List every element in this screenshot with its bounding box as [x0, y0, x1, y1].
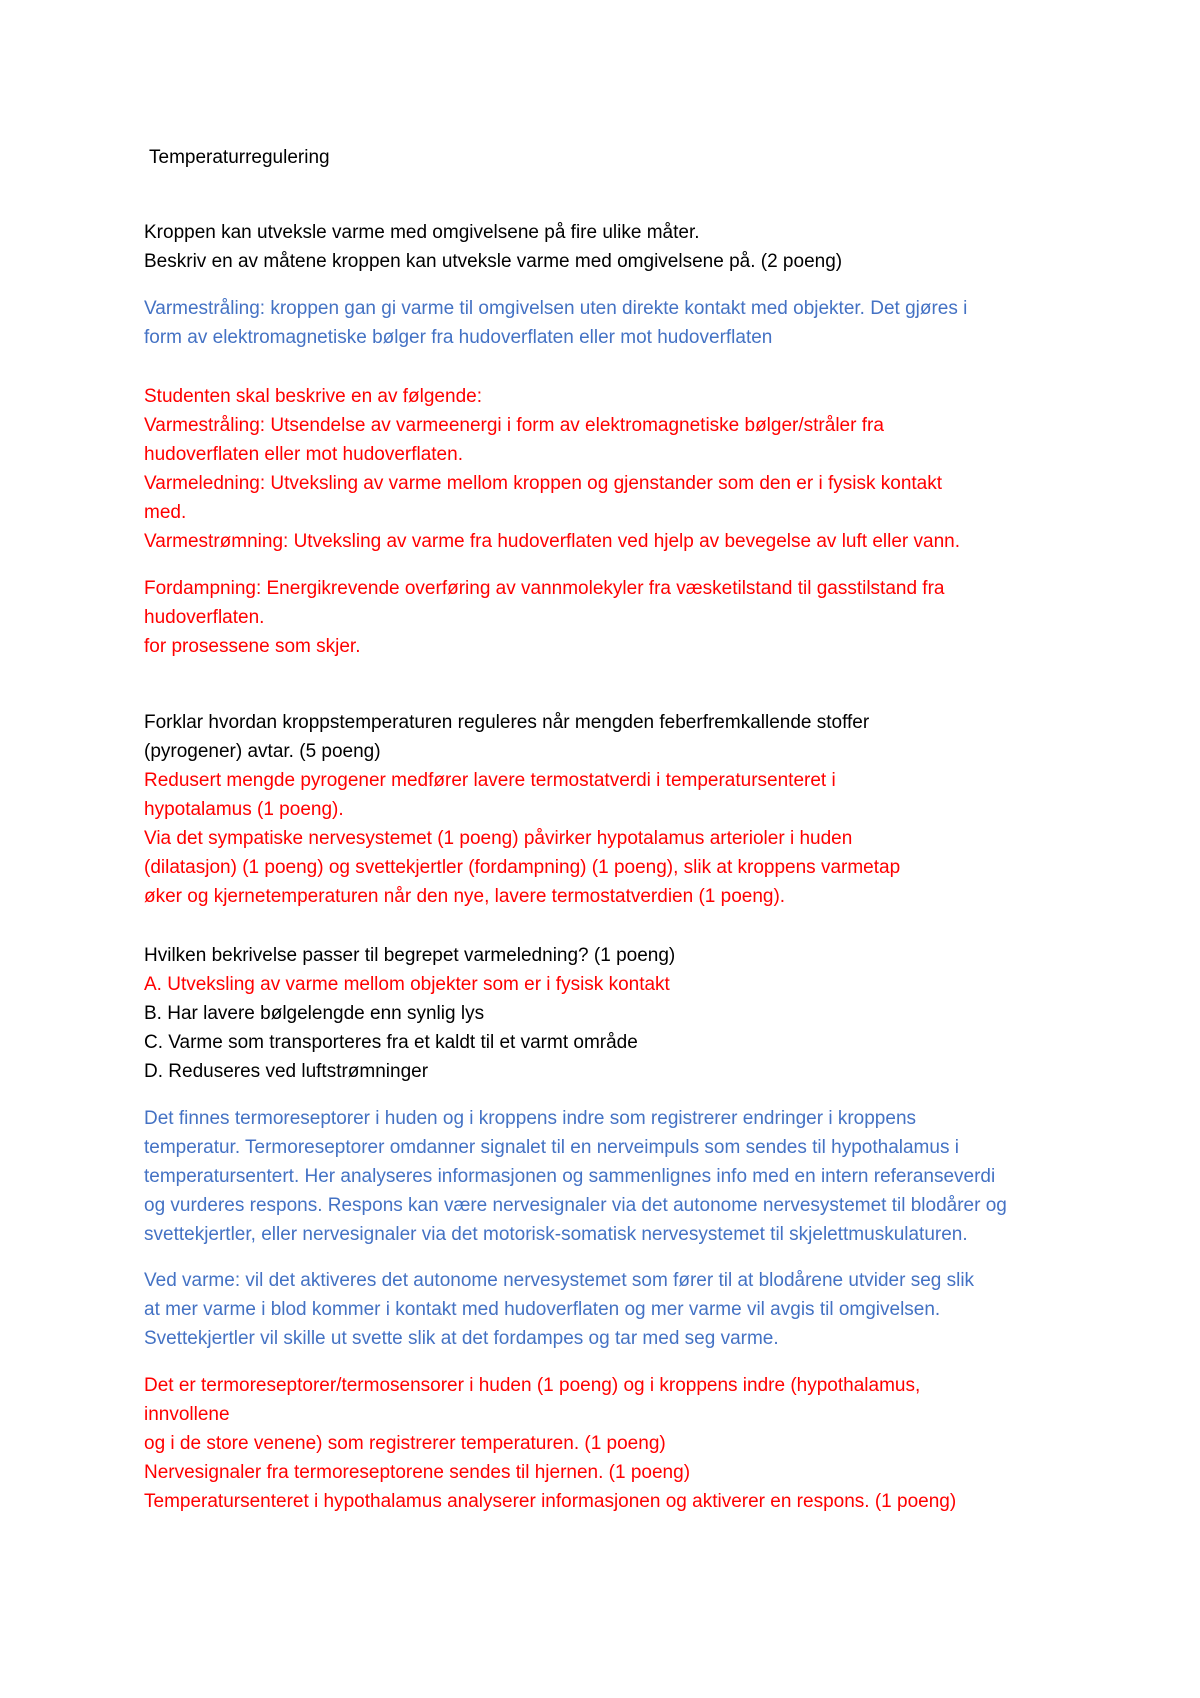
q1-answer-key-line: Varmestråling: Utsendelse av varmeenergi i form av elektromagnetiske bølger/stråler fra	[144, 415, 884, 436]
q4-answer-key-line: Nervesignaler fra termoreseptorene sendes til hjernen. (1 poeng)	[144, 1462, 691, 1483]
q2-answer-key-line: (dilatasjon) (1 poeng) og svettekjertler (fordampning) (1 poeng), slik at kroppens varmetap	[144, 857, 901, 878]
q4-student-answer-line: at mer varme i blod kommer i kontakt med hudoverflaten og mer varme vil avgis til omgivelsen.	[144, 1299, 941, 1320]
q1-student-answer-line: Varmestråling: kroppen gan gi varme til omgivelsen uten direkte kontakt med objekter. Det gjøres i	[144, 298, 968, 319]
q1-answer-key-line: Studenten skal beskrive en av følgende:	[144, 386, 482, 407]
q4-answer-key-line: Temperatursenteret i hypothalamus analyserer informasjonen og aktiverer en respons. (1 poeng)	[144, 1491, 957, 1512]
q2-prompt-line: Forklar hvordan kroppstemperaturen reguleres når mengden feberfremkallende stoffer	[144, 712, 870, 733]
q3-option-b: B. Har lavere bølgelengde enn synlig lys	[144, 1003, 485, 1024]
q1-answer-key-line: Varmestrømning: Utveksling av varme fra hudoverflaten ved hjelp av bevegelse av luft eller vann.	[144, 531, 960, 552]
q1-answer-key-line: hudoverflaten eller mot hudoverflaten.	[144, 444, 463, 465]
q2-prompt-line: (pyrogener) avtar. (5 poeng)	[144, 741, 381, 762]
q4-student-answer-line: Ved varme: vil det aktiveres det autonome nervesystemet som fører til at blodårene utvider seg slik	[144, 1270, 975, 1291]
q4-student-answer-line: temperatur. Termoreseptorer omdanner signalet til en nerveimpuls som sendes til hypothalamus i	[144, 1137, 959, 1158]
q4-student-answer-line: temperatursentert. Her analyseres informasjonen og sammenlignes info med en intern referanseverdi	[144, 1166, 996, 1187]
q4-student-answer-line: og vurderes respons. Respons kan være nervesignaler via det autonome nervesystemet til blodårer og	[144, 1195, 1007, 1216]
document-title: Temperaturregulering	[149, 147, 330, 168]
q3-prompt: Hvilken bekrivelse passer til begrepet varmeledning? (1 poeng)	[144, 945, 676, 966]
q4-answer-key-line: Det er termoreseptorer/termosensorer i huden (1 poeng) og i kroppens indre (hypothalamus,	[144, 1375, 921, 1396]
q4-student-answer-line: Det finnes termoreseptorer i huden og i kroppens indre som registrerer endringer i kroppens	[144, 1108, 917, 1129]
q1-answer-key-line: hudoverflaten.	[144, 607, 265, 628]
q3-option-a: A. Utveksling av varme mellom objekter som er i fysisk kontakt	[144, 974, 670, 995]
q2-answer-key-line: øker og kjernetemperaturen når den nye, lavere termostatverdien (1 poeng).	[144, 886, 786, 907]
q1-student-answer-line: form av elektromagnetiske bølger fra hudoverflaten eller mot hudoverflaten	[144, 327, 773, 348]
q2-answer-key-line: hypotalamus (1 poeng).	[144, 799, 344, 820]
q2-answer-key-line: Via det sympatiske nervesystemet (1 poeng) påvirker hypotalamus arterioler i huden	[144, 828, 853, 849]
q1-answer-key-line: for prosessene som skjer.	[144, 636, 361, 657]
q1-answer-key-line: Fordampning: Energikrevende overføring av vannmolekyler fra væsketilstand til gasstilstand fra	[144, 578, 945, 599]
q1-answer-key-line: Varmeledning: Utveksling av varme mellom kroppen og gjenstander som den er i fysisk kontakt	[144, 473, 943, 494]
q3-option-c: C. Varme som transporteres fra et kaldt til et varmt område	[144, 1032, 638, 1053]
q3-option-d: D. Reduseres ved luftstrømninger	[144, 1061, 429, 1082]
q2-answer-key-line: Redusert mengde pyrogener medfører lavere termostatverdi i temperatursenteret i	[144, 770, 836, 791]
q4-student-answer-line: svettekjertler, eller nervesignaler via det motorisk-somatisk nervesystemet til skjelettmuskulaturen.	[144, 1224, 968, 1245]
q4-student-answer-line: Svettekjertler vil skille ut svette slik at det fordampes og tar med seg varme.	[144, 1328, 779, 1349]
q4-answer-key-line: og i de store venene) som registrerer temperaturen. (1 poeng)	[144, 1433, 666, 1454]
q1-prompt-line: Kroppen kan utveksle varme med omgivelsene på fire ulike måter.	[144, 222, 700, 243]
q1-prompt-line: Beskriv en av måtene kroppen kan utveksle varme med omgivelsene på. (2 poeng)	[144, 251, 843, 272]
q1-answer-key-line: med.	[144, 502, 187, 523]
q4-answer-key-line: innvollene	[144, 1404, 230, 1425]
